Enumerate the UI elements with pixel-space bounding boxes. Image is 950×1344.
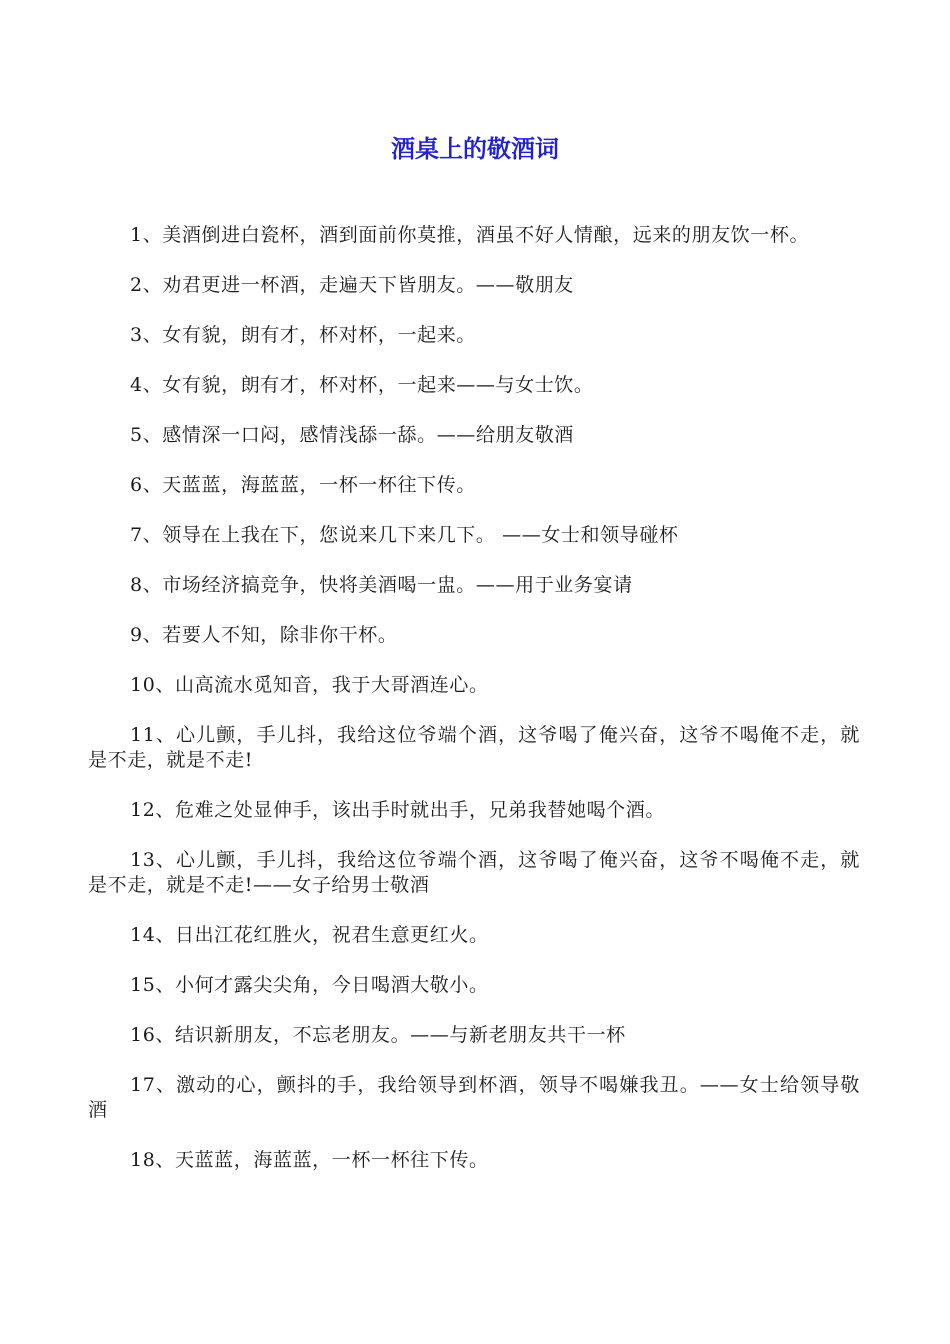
paragraph-16: 16、结识新朋友，不忘老朋友。——与新老朋友共干一杯: [130, 1024, 626, 1046]
paragraph-8: 8、市场经济搞竞争，快将美酒喝一盅。——用于业务宴请: [130, 574, 633, 596]
paragraph-13: 13、心儿颤，手儿抖，我给这位爷端个酒，这爷喝了俺兴奋，这爷不喝俺不走，就是不走，就是不走!——女子给男士敬酒: [88, 849, 860, 896]
paragraph-4: 4、女有貌，朗有才，杯对杯，一起来——与女士饮。: [130, 374, 594, 396]
paragraph-15: 15、小何才露尖尖角，今日喝酒大敬小。: [130, 974, 489, 996]
document-body: [88, 223, 860, 1198]
paragraph-10: 10、山高流水觅知音，我于大哥酒连心。: [130, 674, 489, 696]
paragraph-14: 14、日出江花红胜火，祝君生意更红火。: [130, 924, 489, 946]
paragraph-9: 9、若要人不知，除非你干杯。: [130, 624, 398, 646]
paragraph-11: 11、心儿颤，手儿抖，我给这位爷端个酒，这爷喝了俺兴奋，这爷不喝俺不走，就是不走，就是不走!: [88, 724, 860, 771]
paragraph-17: 17、激动的心，颤抖的手，我给领导到杯酒，领导不喝嫌我丑。——女士给领导敬酒: [88, 1074, 860, 1121]
paragraph-18: 18、天蓝蓝，海蓝蓝，一杯一杯往下传。: [130, 1149, 489, 1171]
paragraph-5: 5、感情深一口闷，感情浅舔一舔。——给朋友敬酒: [130, 424, 574, 446]
paragraph-1: 1、美酒倒进白瓷杯，酒到面前你莫推，酒虽不好人情酿，远来的朋友饮一杯。: [130, 224, 810, 246]
paragraph-6: 6、天蓝蓝，海蓝蓝，一杯一杯往下传。: [130, 474, 476, 496]
paragraph-7: 7、领导在上我在下，您说来几下来几下。 ——女士和领导碰杯: [130, 524, 679, 546]
paragraph-12: 12、危难之处显伸手，该出手时就出手，兄弟我替她喝个酒。: [130, 799, 665, 821]
paragraph-3: 3、女有貌，朗有才，杯对杯，一起来。: [130, 324, 476, 346]
page-title: 酒桌上的敬酒词: [391, 135, 559, 163]
paragraph-2: 2、劝君更进一杯酒，走遍天下皆朋友。——敬朋友: [130, 274, 574, 296]
